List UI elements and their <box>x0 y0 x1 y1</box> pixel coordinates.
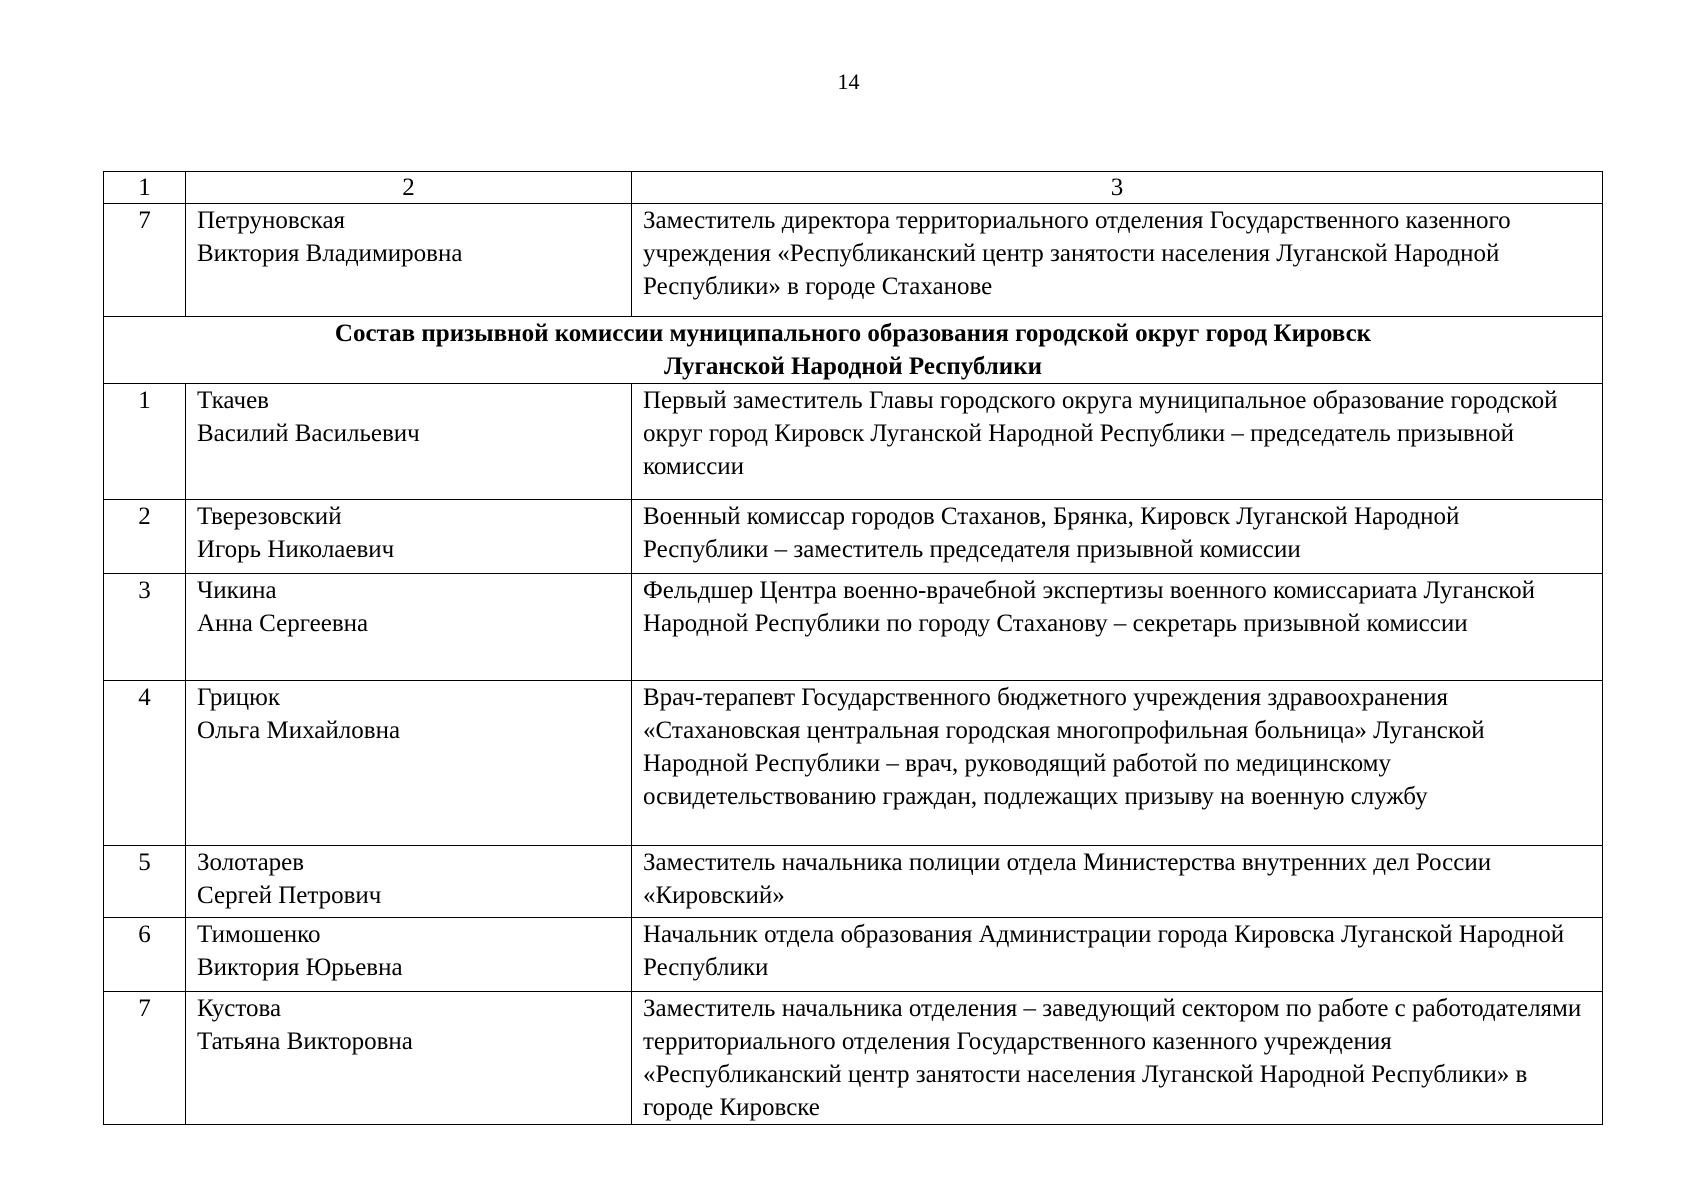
member-name <box>186 918 632 992</box>
table-header-row <box>104 172 1603 204</box>
member-surname: Грицюк <box>197 684 280 711</box>
commission-table <box>103 171 1603 1125</box>
member-name <box>186 500 632 574</box>
table-row <box>104 384 1603 500</box>
page-number: 14 <box>837 69 860 94</box>
section-heading <box>104 317 1603 384</box>
header-col-2: 2 <box>186 172 632 204</box>
row-number: 2 <box>104 500 186 574</box>
member-surname: Петруновская <box>197 207 346 234</box>
row-number: 3 <box>104 574 186 681</box>
table-row <box>104 204 1603 317</box>
member-name <box>186 992 632 1125</box>
member-position: Врач-терапевт Государственного бюджетного учреждения здравоохранения «Стахановская центральная городская многопрофильная больница» Луганской Народной Республики – врач, руководящий работой по медицинскому освидетельствованию граждан, подлежащих призыву на военную службу <box>632 681 1603 846</box>
row-number: 1 <box>104 384 186 500</box>
member-given-name: Анна Сергеевна <box>197 610 369 637</box>
member-name <box>186 681 632 846</box>
table-row <box>104 918 1603 992</box>
member-name <box>186 384 632 500</box>
member-position: Первый заместитель Главы городского округа муниципальное образование городской округ город Кировск Луганской Народной Республики – председатель призывной комиссии <box>632 384 1603 500</box>
member-surname: Ткачев <box>197 387 269 414</box>
table-row <box>104 992 1603 1125</box>
member-given-name: Василий Васильевич <box>197 420 420 447</box>
member-position: Заместитель начальника отделения – заведующий сектором по работе с работодателями территориального отделения Государственного казенного учреждения «Республиканский центр занятости населения Луганской Народной Республики» в городе Кировске <box>632 992 1603 1125</box>
member-surname: Тимошенко <box>197 921 321 948</box>
member-position: Заместитель начальника полиции отдела Министерства внутренних дел России «Кировский» <box>632 846 1603 918</box>
section-heading-row <box>104 317 1603 384</box>
header-col-3: 3 <box>632 172 1603 204</box>
member-position: Заместитель директора территориального отделения Государственного казенного учреждения «Республиканский центр занятости населения Луганской Народной Республики» в городе Стаханове <box>632 204 1603 317</box>
member-name <box>186 204 632 317</box>
member-given-name: Сергей Петрович <box>197 882 382 909</box>
section-heading-line-2: Луганской Народной Республики <box>663 353 1043 380</box>
row-number: 6 <box>104 918 186 992</box>
member-name <box>186 574 632 681</box>
row-number: 4 <box>104 681 186 846</box>
member-given-name: Татьяна Викторовна <box>197 1028 413 1055</box>
table-row <box>104 681 1603 846</box>
section-heading-line-1: Состав призывной комиссии муниципального образования городской округ город Кировск <box>334 320 1372 347</box>
row-number: 7 <box>104 992 186 1125</box>
member-surname: Кустова <box>197 995 282 1022</box>
member-given-name: Игорь Николаевич <box>197 536 395 563</box>
table-row <box>104 574 1603 681</box>
member-surname: Тверезовский <box>197 503 342 530</box>
header-col-1: 1 <box>104 172 186 204</box>
table-row <box>104 500 1603 574</box>
member-position: Военный комиссар городов Стаханов, Брянка, Кировск Луганской Народной Республики – заместитель председателя призывной комиссии <box>632 500 1603 574</box>
row-number: 7 <box>104 204 186 317</box>
member-position: Фельдшер Центра военно-врачебной экспертизы военного комиссариата Луганской Народной Республики по городу Стаханову – секретарь призывной комиссии <box>632 574 1603 681</box>
member-given-name: Виктория Юрьевна <box>197 954 403 981</box>
member-given-name: Виктория Владимировна <box>197 240 463 267</box>
member-given-name: Ольга Михайловна <box>197 717 401 744</box>
member-surname: Чикина <box>197 577 277 604</box>
member-position: Начальник отдела образования Администрации города Кировска Луганской Народной Республики <box>632 918 1603 992</box>
table-row <box>104 846 1603 918</box>
member-name <box>186 846 632 918</box>
member-surname: Золотарев <box>197 849 305 876</box>
row-number: 5 <box>104 846 186 918</box>
